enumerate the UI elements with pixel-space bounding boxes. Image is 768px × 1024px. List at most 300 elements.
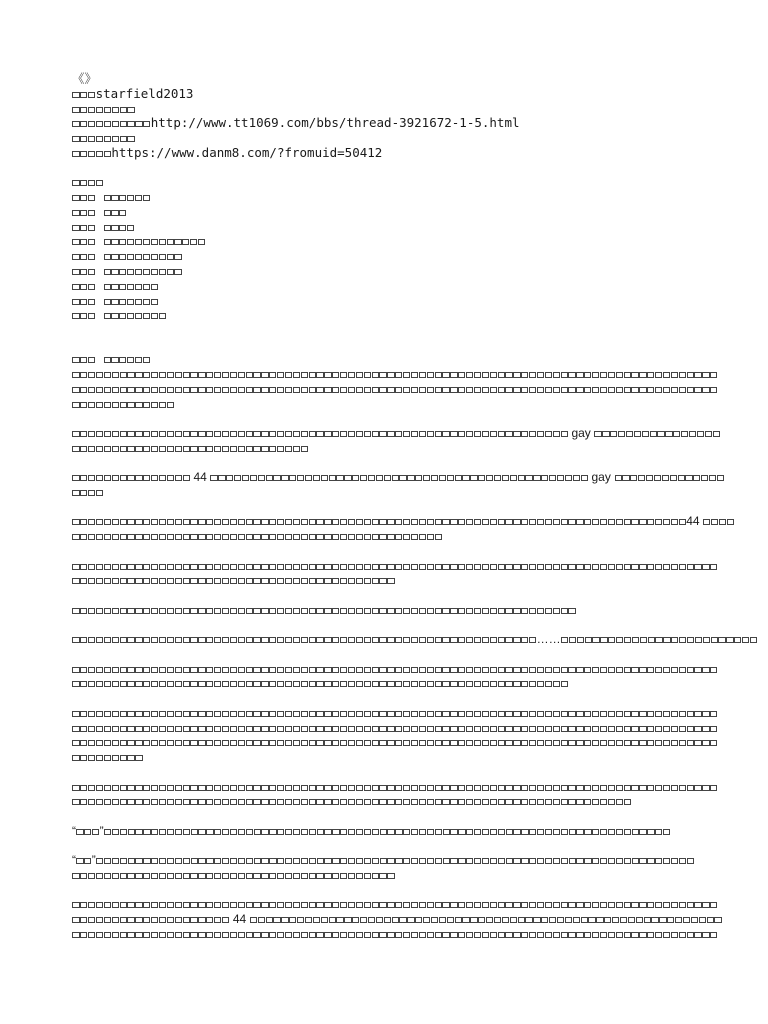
missing-glyph-box	[120, 932, 127, 938]
missing-glyph-box	[72, 121, 79, 127]
missing-glyph-box	[537, 431, 544, 437]
missing-glyph-box	[616, 387, 623, 393]
missing-glyph-box	[143, 681, 150, 687]
missing-glyph-box	[685, 475, 692, 481]
missing-glyph-box	[317, 829, 324, 835]
missing-glyph-box	[285, 534, 292, 540]
missing-glyph-box	[72, 711, 79, 717]
missing-glyph-box	[584, 902, 591, 908]
missing-glyph-box	[72, 564, 79, 570]
missing-glyph-box	[96, 534, 103, 540]
missing-glyph-box	[340, 858, 347, 864]
missing-glyph-box	[230, 578, 237, 584]
missing-glyph-box	[183, 740, 190, 746]
missing-glyph-box	[253, 608, 260, 614]
missing-glyph-box	[490, 637, 497, 643]
missing-glyph-box	[104, 726, 111, 732]
missing-glyph-box	[482, 902, 489, 908]
missing-glyph-box	[703, 519, 710, 525]
toc-item	[72, 279, 698, 294]
missing-glyph-box	[470, 917, 477, 923]
missing-glyph-box	[222, 534, 229, 540]
missing-glyph-box	[80, 755, 87, 761]
missing-glyph-box	[568, 564, 575, 570]
missing-glyph-box	[285, 829, 292, 835]
missing-glyph-box	[151, 475, 158, 481]
missing-glyph-box	[285, 667, 292, 673]
missing-glyph-box	[285, 564, 292, 570]
missing-glyph-box	[151, 608, 158, 614]
missing-glyph-box	[608, 637, 615, 643]
missing-glyph-box	[529, 667, 536, 673]
missing-glyph-box	[505, 932, 512, 938]
missing-glyph-box	[592, 711, 599, 717]
missing-glyph-box	[561, 740, 568, 746]
missing-glyph-box	[332, 637, 339, 643]
missing-glyph-box	[183, 902, 190, 908]
missing-glyph-box	[206, 917, 213, 923]
missing-glyph-box	[510, 917, 517, 923]
missing-glyph-box	[246, 711, 253, 717]
missing-glyph-box	[340, 534, 347, 540]
missing-glyph-box	[301, 785, 308, 791]
missing-glyph-box	[174, 239, 181, 245]
missing-glyph-box	[127, 357, 134, 363]
missing-glyph-box	[324, 785, 331, 791]
missing-glyph-box	[395, 519, 402, 525]
missing-glyph-box	[356, 637, 363, 643]
missing-glyph-box	[498, 932, 505, 938]
missing-glyph-box	[679, 667, 686, 673]
missing-glyph-box	[498, 667, 505, 673]
missing-glyph-box	[344, 475, 351, 481]
missing-glyph-box	[616, 564, 623, 570]
paragraph-line	[72, 735, 698, 750]
missing-glyph-box	[576, 902, 583, 908]
missing-glyph-box	[348, 829, 355, 835]
missing-glyph-box	[498, 858, 505, 864]
missing-glyph-box	[324, 681, 331, 687]
missing-glyph-box	[584, 799, 591, 805]
missing-glyph-box	[356, 858, 363, 864]
missing-glyph-box	[395, 681, 402, 687]
missing-glyph-box	[624, 902, 631, 908]
missing-glyph-box	[104, 519, 111, 525]
missing-glyph-box	[671, 372, 678, 378]
missing-glyph-box	[277, 431, 284, 437]
missing-glyph-box	[671, 667, 678, 673]
missing-glyph-box	[88, 755, 95, 761]
paragraph	[72, 632, 698, 647]
missing-glyph-box	[253, 637, 260, 643]
missing-glyph-box	[458, 681, 465, 687]
missing-glyph-box	[277, 799, 284, 805]
missing-glyph-box	[175, 740, 182, 746]
missing-glyph-box	[253, 785, 260, 791]
missing-glyph-box	[112, 534, 119, 540]
missing-glyph-box	[549, 917, 556, 923]
missing-glyph-box	[198, 519, 205, 525]
missing-glyph-box	[632, 637, 639, 643]
missing-glyph-box	[190, 534, 197, 540]
title-line: 《》	[72, 71, 98, 86]
missing-glyph-box	[709, 475, 716, 481]
missing-glyph-box	[230, 785, 237, 791]
missing-glyph-box	[143, 932, 150, 938]
missing-glyph-box	[135, 829, 142, 835]
missing-glyph-box	[529, 785, 536, 791]
missing-glyph-box	[277, 387, 284, 393]
missing-glyph-box	[332, 711, 339, 717]
missing-glyph-box	[655, 858, 662, 864]
missing-glyph-box	[710, 902, 717, 908]
missing-glyph-box	[159, 681, 166, 687]
missing-glyph-box	[151, 534, 158, 540]
missing-glyph-box	[80, 357, 87, 363]
missing-glyph-box	[521, 608, 528, 614]
missing-glyph-box	[88, 299, 95, 305]
missing-glyph-box	[545, 711, 552, 717]
missing-glyph-box	[242, 475, 249, 481]
missing-glyph-box	[348, 564, 355, 570]
missing-glyph-box	[151, 932, 158, 938]
missing-glyph-box	[127, 726, 134, 732]
missing-glyph-box	[687, 637, 694, 643]
missing-glyph-box	[482, 372, 489, 378]
missing-glyph-box	[734, 637, 741, 643]
missing-glyph-box	[104, 932, 111, 938]
missing-glyph-box	[616, 799, 623, 805]
paragraph-line	[72, 794, 698, 809]
missing-glyph-box	[151, 254, 158, 260]
missing-glyph-box	[356, 799, 363, 805]
missing-glyph-box	[167, 431, 174, 437]
missing-glyph-box	[694, 667, 701, 673]
missing-glyph-box	[336, 475, 343, 481]
missing-glyph-box	[576, 829, 583, 835]
missing-glyph-box	[379, 431, 386, 437]
missing-glyph-box	[191, 858, 198, 864]
missing-glyph-box	[261, 564, 268, 570]
missing-glyph-box	[419, 932, 426, 938]
missing-glyph-box	[112, 446, 119, 452]
missing-glyph-box	[120, 873, 127, 879]
missing-glyph-box	[458, 829, 465, 835]
missing-glyph-box	[630, 475, 637, 481]
missing-glyph-box	[663, 740, 670, 746]
missing-glyph-box	[474, 372, 481, 378]
missing-glyph-box	[190, 681, 197, 687]
missing-glyph-box	[608, 372, 615, 378]
missing-glyph-box	[616, 372, 623, 378]
missing-glyph-box	[482, 858, 489, 864]
missing-glyph-box	[419, 902, 426, 908]
missing-glyph-box	[135, 431, 142, 437]
missing-glyph-box	[104, 195, 111, 201]
missing-glyph-box	[127, 932, 134, 938]
missing-glyph-box	[411, 534, 418, 540]
missing-glyph-box	[96, 564, 103, 570]
missing-glyph-box	[380, 829, 387, 835]
paragraph	[72, 603, 698, 618]
missing-glyph-box	[348, 372, 355, 378]
missing-glyph-box	[183, 608, 190, 614]
missing-glyph-box	[250, 917, 257, 923]
missing-glyph-box	[639, 726, 646, 732]
missing-glyph-box	[261, 740, 268, 746]
missing-glyph-box	[84, 829, 91, 835]
missing-glyph-box	[545, 387, 552, 393]
missing-glyph-box	[261, 372, 268, 378]
missing-glyph-box	[427, 726, 434, 732]
missing-glyph-box	[293, 902, 300, 908]
missing-glyph-box	[639, 387, 646, 393]
missing-glyph-box	[238, 667, 245, 673]
missing-glyph-box	[80, 534, 87, 540]
missing-glyph-box	[340, 785, 347, 791]
missing-glyph-box	[111, 239, 118, 245]
missing-glyph-box	[592, 726, 599, 732]
missing-glyph-box	[478, 475, 485, 481]
missing-glyph-box	[301, 711, 308, 717]
missing-glyph-box	[135, 313, 142, 319]
missing-glyph-box	[442, 726, 449, 732]
toc-item	[72, 234, 698, 249]
missing-glyph-box	[717, 475, 724, 481]
missing-glyph-box	[285, 726, 292, 732]
missing-glyph-box	[269, 932, 276, 938]
missing-glyph-box	[254, 858, 261, 864]
missing-glyph-box	[474, 829, 481, 835]
missing-glyph-box	[96, 107, 103, 113]
missing-glyph-box	[281, 917, 288, 923]
missing-glyph-box	[277, 681, 284, 687]
missing-glyph-box	[293, 534, 300, 540]
missing-glyph-box	[222, 387, 229, 393]
missing-glyph-box	[214, 608, 221, 614]
missing-glyph-box	[183, 711, 190, 717]
missing-glyph-box	[135, 755, 142, 761]
missing-glyph-box	[395, 637, 402, 643]
missing-glyph-box	[565, 475, 572, 481]
missing-glyph-box	[135, 785, 142, 791]
missing-glyph-box	[702, 785, 709, 791]
missing-glyph-box	[655, 519, 662, 525]
missing-glyph-box	[592, 667, 599, 673]
missing-glyph-box	[486, 917, 493, 923]
missing-glyph-box	[183, 829, 190, 835]
missing-glyph-box	[411, 726, 418, 732]
missing-glyph-box	[104, 387, 111, 393]
missing-glyph-box	[119, 195, 126, 201]
missing-glyph-box	[206, 564, 213, 570]
missing-glyph-box	[387, 387, 394, 393]
missing-glyph-box	[427, 902, 434, 908]
missing-glyph-box	[198, 711, 205, 717]
missing-glyph-box	[521, 519, 528, 525]
missing-glyph-box	[557, 475, 564, 481]
missing-glyph-box	[498, 564, 505, 570]
missing-glyph-box	[88, 902, 95, 908]
missing-glyph-box	[269, 637, 276, 643]
paragraph	[72, 824, 698, 839]
missing-glyph-box	[324, 902, 331, 908]
missing-glyph-box	[505, 387, 512, 393]
missing-glyph-box	[72, 475, 79, 481]
missing-glyph-box	[379, 785, 386, 791]
missing-glyph-box	[384, 917, 391, 923]
missing-glyph-box	[427, 372, 434, 378]
missing-glyph-box	[127, 755, 134, 761]
missing-glyph-box	[258, 917, 265, 923]
missing-glyph-box	[143, 372, 150, 378]
missing-glyph-box	[206, 372, 213, 378]
missing-glyph-box	[246, 873, 253, 879]
paragraph-line	[72, 927, 698, 942]
missing-glyph-box	[529, 608, 536, 614]
missing-glyph-box	[277, 726, 284, 732]
missing-glyph-box	[671, 740, 678, 746]
missing-glyph-box	[618, 431, 625, 437]
missing-glyph-box	[135, 284, 142, 290]
missing-glyph-box	[111, 357, 118, 363]
missing-glyph-box	[632, 829, 639, 835]
missing-glyph-box	[143, 726, 150, 732]
missing-glyph-box	[691, 917, 698, 923]
missing-glyph-box	[183, 681, 190, 687]
missing-glyph-box	[120, 726, 127, 732]
missing-glyph-box	[72, 136, 79, 142]
missing-glyph-box	[143, 402, 150, 408]
missing-glyph-box	[364, 681, 371, 687]
missing-glyph-box	[316, 785, 323, 791]
missing-glyph-box	[403, 726, 410, 732]
missing-glyph-box	[348, 785, 355, 791]
paragraph	[72, 514, 703, 544]
missing-glyph-box	[647, 667, 654, 673]
missing-glyph-box	[222, 519, 229, 525]
missing-glyph-box	[529, 799, 536, 805]
missing-glyph-box	[340, 829, 347, 835]
missing-glyph-box	[537, 785, 544, 791]
missing-glyph-box	[455, 917, 462, 923]
missing-glyph-box	[553, 519, 560, 525]
missing-glyph-box	[190, 917, 197, 923]
missing-glyph-box	[435, 372, 442, 378]
missing-glyph-box	[561, 829, 568, 835]
missing-glyph-box	[482, 667, 489, 673]
missing-glyph-box	[592, 519, 599, 525]
missing-glyph-box	[399, 475, 406, 481]
missing-glyph-box	[269, 387, 276, 393]
missing-glyph-box	[403, 799, 410, 805]
missing-glyph-box	[655, 726, 662, 732]
missing-glyph-box	[620, 917, 627, 923]
missing-glyph-box	[403, 932, 410, 938]
missing-glyph-box	[269, 372, 276, 378]
missing-glyph-box	[505, 431, 512, 437]
missing-glyph-box	[490, 681, 497, 687]
missing-glyph-box	[332, 534, 339, 540]
missing-glyph-box	[175, 534, 182, 540]
missing-glyph-box	[521, 726, 528, 732]
missing-glyph-box	[561, 932, 568, 938]
missing-glyph-box	[238, 446, 245, 452]
missing-glyph-box	[190, 785, 197, 791]
missing-glyph-box	[356, 785, 363, 791]
missing-glyph-box	[120, 402, 127, 408]
missing-glyph-box	[293, 564, 300, 570]
missing-glyph-box	[631, 667, 638, 673]
missing-glyph-box	[663, 667, 670, 673]
missing-glyph-box	[329, 475, 336, 481]
blank-label-1	[72, 102, 698, 117]
missing-glyph-box	[683, 917, 690, 923]
missing-glyph-box	[80, 269, 87, 275]
missing-glyph-box	[80, 121, 87, 127]
missing-glyph-box	[427, 681, 434, 687]
missing-glyph-box	[112, 387, 119, 393]
missing-glyph-box	[466, 681, 473, 687]
missing-glyph-box	[395, 902, 402, 908]
missing-glyph-box	[592, 902, 599, 908]
missing-glyph-box	[238, 902, 245, 908]
missing-glyph-box	[719, 519, 726, 525]
missing-glyph-box	[628, 917, 635, 923]
missing-glyph-box	[80, 254, 87, 260]
missing-glyph-box	[151, 726, 158, 732]
missing-glyph-box	[419, 519, 426, 525]
missing-glyph-box	[143, 578, 150, 584]
missing-glyph-box	[143, 534, 150, 540]
missing-glyph-box	[588, 917, 595, 923]
paragraph-line	[72, 441, 698, 456]
missing-glyph-box	[190, 667, 197, 673]
missing-glyph-box	[561, 667, 568, 673]
missing-glyph-box	[104, 299, 111, 305]
missing-glyph-box	[135, 387, 142, 393]
missing-glyph-box	[175, 667, 182, 673]
missing-glyph-box	[120, 107, 127, 113]
missing-glyph-box	[584, 932, 591, 938]
missing-glyph-box	[88, 136, 95, 142]
paragraph	[72, 853, 698, 883]
missing-glyph-box	[175, 372, 182, 378]
missing-glyph-box	[198, 372, 205, 378]
missing-glyph-box	[151, 299, 158, 305]
missing-glyph-box	[96, 740, 103, 746]
missing-glyph-box	[198, 239, 205, 245]
missing-glyph-box	[234, 475, 241, 481]
missing-glyph-box	[285, 431, 292, 437]
missing-glyph-box	[403, 711, 410, 717]
missing-glyph-box	[647, 711, 654, 717]
missing-glyph-box	[159, 269, 166, 275]
missing-glyph-box	[687, 564, 694, 570]
missing-glyph-box	[419, 681, 426, 687]
missing-glyph-box	[183, 475, 190, 481]
missing-glyph-box	[206, 578, 213, 584]
missing-glyph-box	[135, 608, 142, 614]
missing-glyph-box	[423, 475, 430, 481]
missing-glyph-box	[356, 431, 363, 437]
missing-glyph-box	[297, 917, 304, 923]
missing-glyph-box	[175, 519, 182, 525]
missing-glyph-box	[80, 932, 87, 938]
missing-glyph-box	[395, 534, 402, 540]
missing-glyph-box	[379, 726, 386, 732]
missing-glyph-box	[474, 785, 481, 791]
